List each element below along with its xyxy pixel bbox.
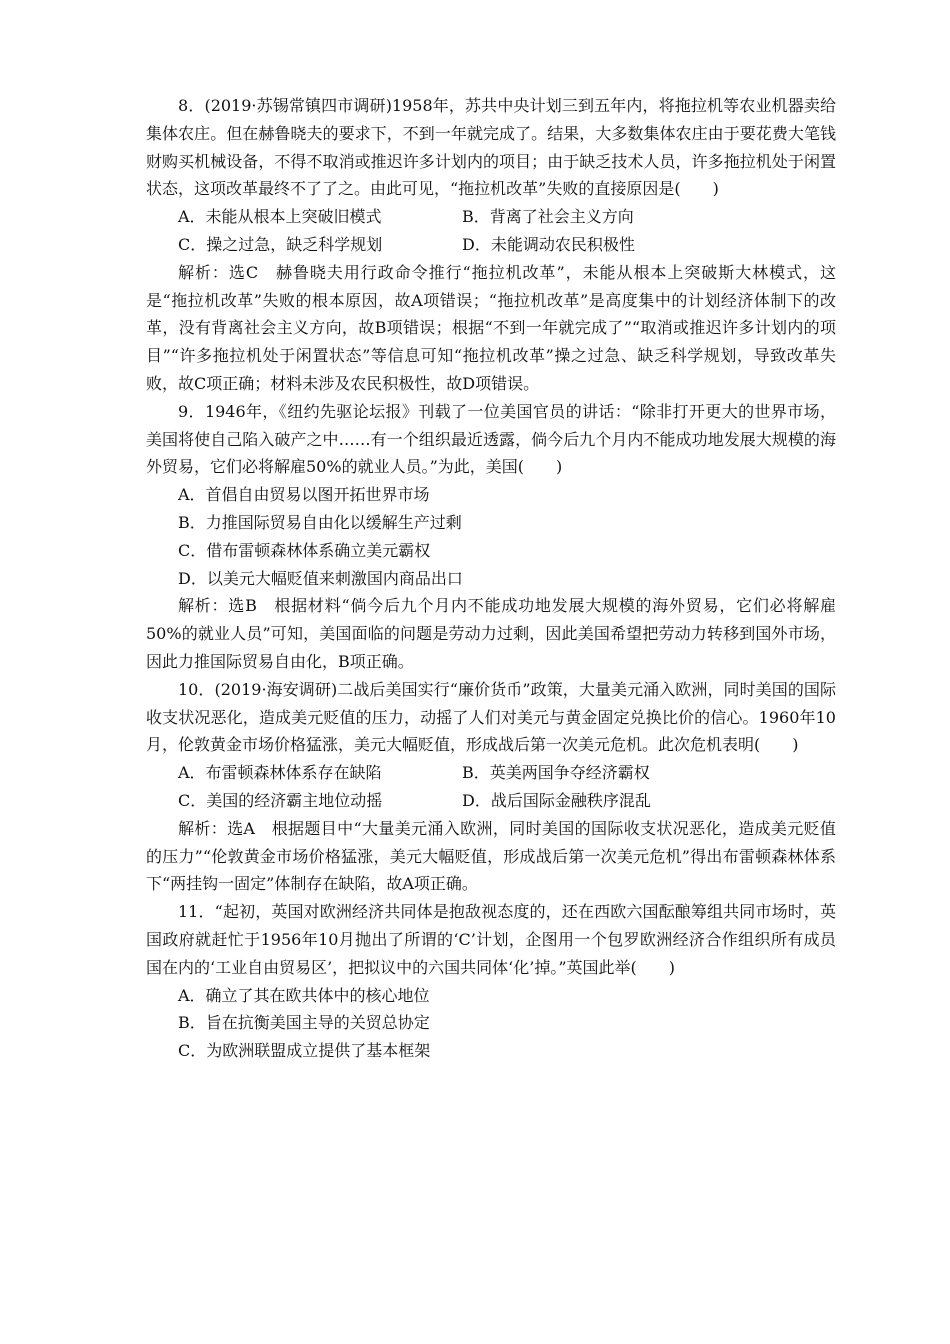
question-8-option-a: A．未能从根本上突破旧模式 xyxy=(178,207,382,227)
question-8-options-row-2 xyxy=(146,231,836,259)
question-8-options-row-1 xyxy=(146,203,836,231)
question-9-option-a: A．首倡自由贸易以图开拓世界市场 xyxy=(178,485,430,505)
question-11-option-c: C．为欧洲联盟成立提供了基本框架 xyxy=(178,1041,431,1061)
question-8-analysis: 解析：选C 赫鲁晓夫用行政命令推行“拖拉机改革”，未能从根本上突破斯大林模式，这是“拖拉机改革”失败的根本原因，故A项错误；“拖拉机改革”是高度集中的计划经济体制下的改革，没有背离社会主义方向，故B项错误；根据“不到一年就完成了”“取消或推迟许多计划内的项目”“许多拖拉机处于闲置状态”等信息可知“拖拉机改革”操之过急、缺乏科学规划，导致改革失败，故C项正确；材料未涉及农民积极性，故D项错误。 xyxy=(146,262,836,393)
question-8 xyxy=(146,92,836,398)
question-9-option-c: C．借布雷顿森林体系确立美元霸权 xyxy=(178,540,431,560)
question-9-option-d: D．以美元大幅贬值来刺激国内商品出口 xyxy=(178,568,463,588)
question-8-option-b: B．背离了社会主义方向 xyxy=(462,207,634,227)
question-8-option-c: C．操之过急，缺乏科学规划 xyxy=(178,234,383,254)
question-9-stem: 9．1946年，《纽约先驱论坛报》刊载了一位美国官员的讲话：“除非打开更大的世界市场，美国将使自己陷入破产之中……有一个组织最近透露，倘今后九个月内不能成功地发展大规模的海外贸易，它们必将解雇50%的就业人员。”为此，美国( ) xyxy=(146,401,836,477)
question-11-option-a: A．确立了其在欧共体中的核心地位 xyxy=(178,985,430,1005)
question-11-stem: 11．“起初，英国对欧洲经济共同体是抱敌视态度的，还在西欧六国酝酿筹组共同市场时，英国政府就赶忙于1956年10月抛出了所谓的‘C’计划，企图用一个包罗欧洲经济合作组织所有成员国在内的‘工业自由贸易区’，把拟议中的六国共同体‘化’掉。”英国此举( ) xyxy=(146,902,836,977)
question-10-option-b: B．英美两国争夺经济霸权 xyxy=(462,763,650,783)
question-10-options-row-1 xyxy=(146,759,836,787)
page-content xyxy=(146,92,836,1065)
question-9 xyxy=(146,398,836,676)
question-10-analysis: 解析：选A 根据题目中“大量美元涌入欧洲，同时美国的国际收支状况恶化，造成美元贬值的压力”“伦敦黄金市场价格猛涨，美元大幅贬值，形成战后第一次美元危机”得出布雷顿森林体系下“两挂钩一固定”体制存在缺陷，故A项正确。 xyxy=(146,818,836,894)
question-10-options-row-2 xyxy=(146,787,836,815)
question-9-option-b: B．力推国际贸易自由化以缓解生产过剩 xyxy=(178,512,462,532)
question-9-analysis: 解析：选B 根据材料“倘今后九个月内不能成功地发展大规模的海外贸易，它们必将解雇50%的就业人员”可知，美国面临的问题是劳动力过剩，因此美国希望把劳动力转移到国外市场，因此力推国际贸易自由化，B项正确。 xyxy=(146,596,836,671)
question-11-option-b: B．旨在抗衡美国主导的关贸总协定 xyxy=(178,1013,430,1033)
question-10-option-a: A．布雷顿森林体系存在缺陷 xyxy=(178,763,382,783)
question-10 xyxy=(146,676,836,898)
question-10-option-c: C．美国的经济霸主地位动摇 xyxy=(178,790,383,810)
question-11 xyxy=(146,898,836,1065)
question-8-option-d: D．未能调动农民积极性 xyxy=(462,234,635,254)
question-10-stem: 10．(2019·海安调研)二战后美国实行“廉价货币”政策，大量美元涌入欧洲，同时美国的国际收支状况恶化，造成美元贬值的压力，动摇了人们对美元与黄金固定兑换比价的信心。1960年10月，伦敦黄金市场价格猛涨，美元大幅贬值，形成战后第一次美元危机。此次危机表明( ) xyxy=(146,679,836,755)
question-10-option-d: D．战后国际金融秩序混乱 xyxy=(462,790,651,810)
question-8-stem: 8．(2019·苏锡常镇四市调研)1958年，苏共中央计划三到五年内，将拖拉机等农业机器卖给集体农庄。但在赫鲁晓夫的要求下，不到一年就完成了。结果，大多数集体农庄由于要花费大笔钱财购买机械设备，不得不取消或推迟许多计划内的项目；由于缺乏技术人员，许多拖拉机处于闲置状态，这项改革最终不了了之。由此可见，“拖拉机改革”失败的直接原因是( ) xyxy=(146,96,836,199)
